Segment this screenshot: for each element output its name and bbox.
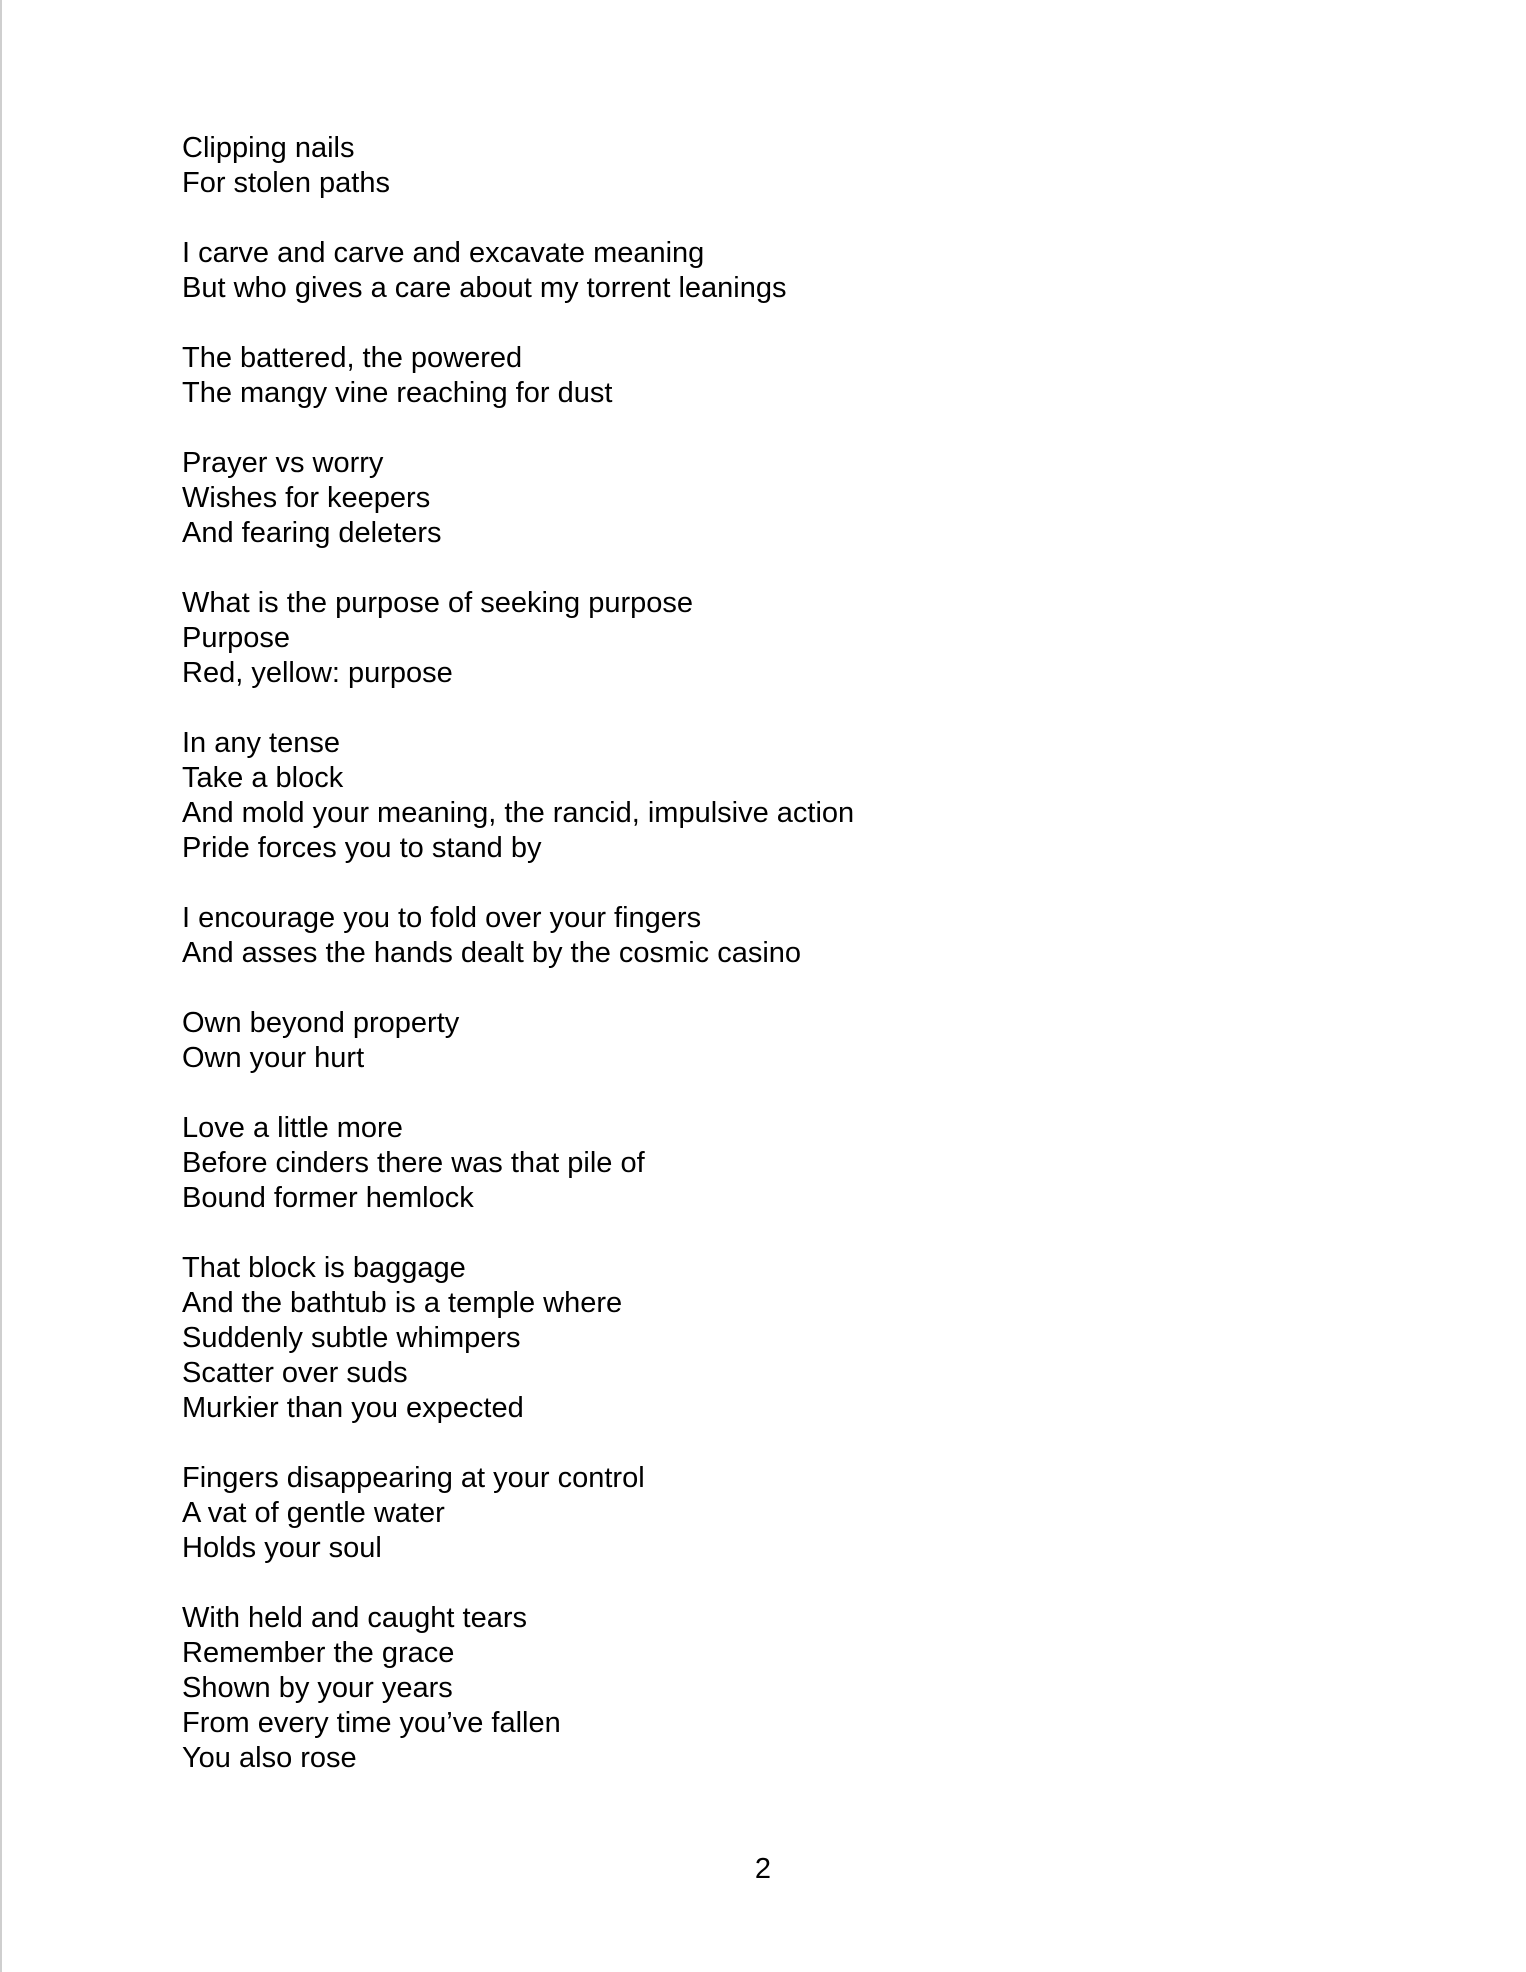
poem-line: Pride forces you to stand by [182,832,542,864]
poem-line: And fearing deleters [182,517,442,549]
poem-line: Prayer vs worry [182,447,384,479]
stanza [182,236,1382,306]
poem-line: I carve and carve and excavate meaning [182,237,705,269]
stanza [182,1251,1382,1426]
poem-line: Fingers disappearing at your control [182,1462,645,1494]
poem-line: And mold your meaning, the rancid, impulsive action [182,797,855,829]
poem-line: The mangy vine reaching for dust [182,377,613,409]
stanza [182,1461,1382,1566]
poem-line: Remember the grace [182,1637,455,1669]
poem-line: Take a block [182,762,344,794]
poem-line: A vat of gentle water [182,1497,445,1529]
poem-line: Before cinders there was that pile of [182,1147,645,1179]
poem-line: Shown by your years [182,1672,453,1704]
poem-line: Own your hurt [182,1042,365,1074]
poem-line: With held and caught tears [182,1602,527,1634]
poem-line: The battered, the powered [182,342,523,374]
poem-line: And asses the hands dealt by the cosmic casino [182,937,802,969]
poem-line: What is the purpose of seeking purpose [182,587,694,619]
poem-line: Wishes for keepers [182,482,431,514]
stanza [182,726,1382,866]
poem-line: Scatter over suds [182,1357,408,1389]
page-left-edge [0,0,2,1972]
poem-line: Bound former hemlock [182,1182,474,1214]
poem-line: You also rose [182,1742,357,1774]
poem-line: Red, yellow: purpose [182,657,453,689]
stanza [182,341,1382,411]
stanza [182,1601,1382,1776]
poem-line: In any tense [182,727,340,759]
poem-line: Clipping nails [182,132,355,164]
poem-line: Suddenly subtle whimpers [182,1322,521,1354]
stanza [182,586,1382,691]
poem-line: Holds your soul [182,1532,382,1564]
stanza [182,446,1382,551]
poem-line: Own beyond property [182,1007,460,1039]
poem-line: But who gives a care about my torrent leanings [182,272,787,304]
poem-line: From every time you’ve fallen [182,1707,561,1739]
poem-line: I encourage you to fold over your fingers [182,902,702,934]
poem-line: And the bathtub is a temple where [182,1287,623,1319]
stanza [182,1006,1382,1076]
stanza [182,131,1382,201]
poem-line: For stolen paths [182,167,390,199]
poem-line: Love a little more [182,1112,403,1144]
stanza [182,1111,1382,1216]
poem-line: Murkier than you expected [182,1392,524,1424]
page-number: 2 [754,1853,772,1885]
poem-body [182,131,1382,1811]
stanza [182,901,1382,971]
poem-line: Purpose [182,622,291,654]
poem-line: That block is baggage [182,1252,466,1284]
